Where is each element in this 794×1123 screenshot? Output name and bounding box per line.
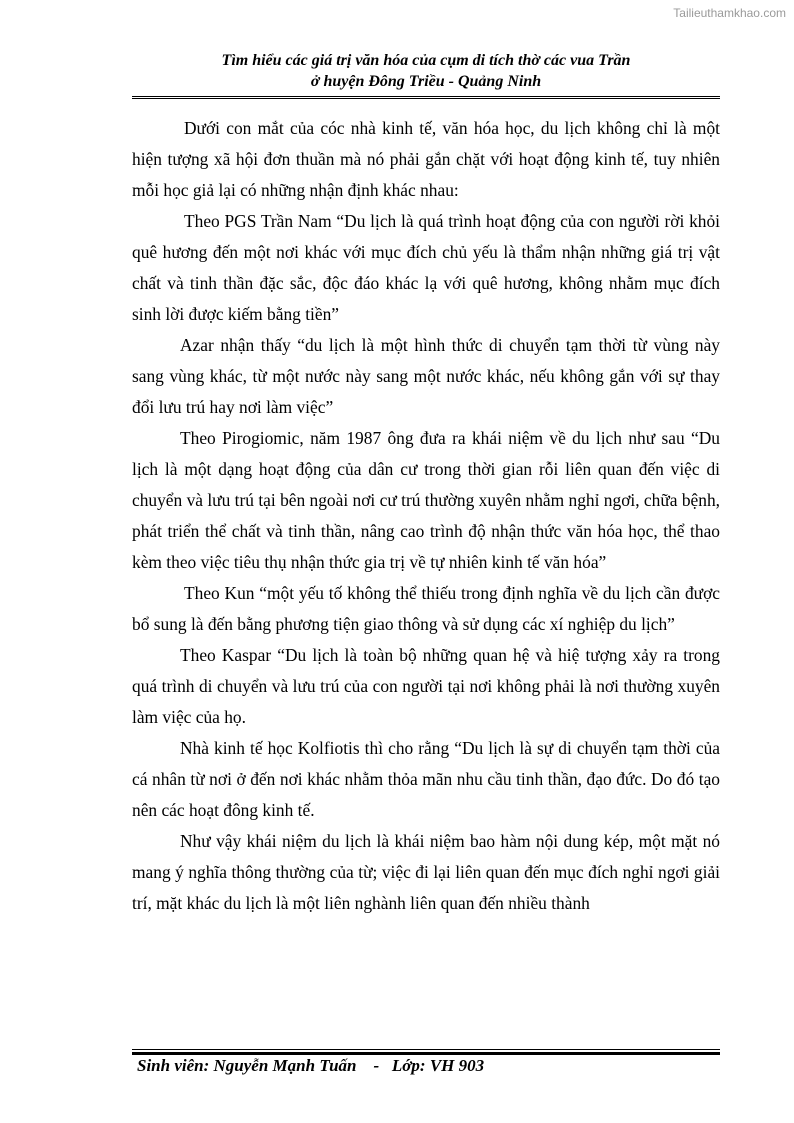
- paragraph-8: Như vậy khái niệm du lịch là khái niệm bao hàm nội dung kép, một mặt nó mang ý nghĩa thông thường của từ; việc đi lại liên quan đến mục đích nghỉ ngơi giải trí, mặt khác du lịch là một liên nghành liên quan đến nhiều thành: [132, 831, 720, 913]
- paragraph-2: Theo PGS Trần Nam “Du lịch là quá trình hoạt động của con người rời khỏi quê hương đến một nơi khác với mục đích chủ yếu là thẩm nhận những giá trị vật chất và tinh thần đặc sắc, độc đáo khác lạ với quê hương, không nhằm mục đích sinh lời được kiếm bằng tiền”: [132, 211, 720, 324]
- paragraph-3: Azar nhận thấy “du lịch là một hình thức di chuyển tạm thời từ vùng này sang vùng khác, từ một nước này sang một nước khác, nếu không gắn với sự thay đổi lưu trú hay nơi làm việc”: [132, 335, 720, 417]
- header-title-line1: Tìm hiểu các giá trị văn hóa của cụm di tích thờ các vua Trần: [221, 52, 631, 69]
- footer-divider: [132, 1049, 720, 1050]
- paragraph-7: Nhà kinh tế học Kolfiotis thì cho rằng “Du lịch là sự di chuyển tạm thời của cá nhân từ nơi ở đến nơi khác nhằm thỏa mãn nhu cầu tinh thần, đạo đức. Do đó tạo nên các hoạt đông kinh tế.: [132, 738, 720, 820]
- page-footer: [137, 1054, 484, 1078]
- header-divider-double: [132, 98, 720, 99]
- watermark-text: Tailieuthamkhao.com: [673, 6, 786, 20]
- header-divider: [132, 96, 720, 97]
- header-title-line2: ở huyện Đông Triều - Quảng Ninh: [310, 73, 542, 90]
- paragraph-1: Dưới con mắt của cóc nhà kinh tế, văn hóa học, du lịch không chỉ là một hiện tượng xã hội đơn thuần mà nó phải gắn chặt với hoạt động kinh tế, tuy nhiên mỗi học giả lại có những nhận định khác nhau:: [132, 118, 720, 200]
- paragraph-5: Theo Kun “một yếu tố không thể thiếu trong định nghĩa về du lịch cần được bổ sung là đến bằng phương tiện giao thông và sử dụng các xí nghiệp du lịch”: [132, 583, 720, 634]
- footer-separator: -: [373, 1056, 380, 1075]
- paragraph-6: Theo Kaspar “Du lịch là toàn bộ những quan hệ và hiệ tượng xảy ra trong quá trình di chuyển và lưu trú của con người tại nơi không phải là nơi thường xuyên làm việc của họ.: [132, 645, 720, 727]
- page-header: [132, 50, 720, 92]
- footer-student: Sinh viên: Nguyễn Mạnh Tuấn: [137, 1056, 357, 1075]
- paragraph-4: Theo Pirogiomic, năm 1987 ông đưa ra khái niệm về du lịch như sau “Du lịch là một dạng hoạt động của dân cư trong thời gian rỗi liên quan đến việc di chuyển và lưu trú tại bên ngoài nơi cư trú thường xuyên nhằm nghỉ ngơi, chữa bệnh, phát triển thể chất và tinh thần, nâng cao trình độ nhận thức văn hóa học, thể thao kèm theo việc tiêu thụ nhận thức gia trị về tự nhiên kinh tế văn hóa”: [132, 428, 720, 572]
- document-body: [132, 113, 720, 919]
- footer-class: Lớp: VH 903: [391, 1056, 485, 1075]
